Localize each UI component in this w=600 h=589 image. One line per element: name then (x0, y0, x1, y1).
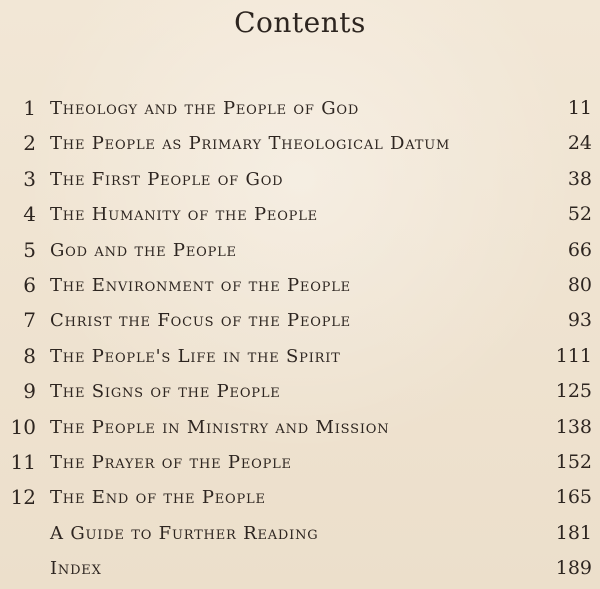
entry-page-number: 38 (567, 167, 592, 190)
entry-title: The First People of God (50, 168, 284, 190)
entry-number: 5 (23, 237, 36, 262)
entry-number: 7 (23, 308, 36, 333)
entry-title: The Prayer of the People (50, 451, 292, 473)
entry-number: 10 (10, 414, 36, 439)
entry-page-number: 93 (567, 309, 592, 332)
entry-number: 11 (10, 449, 36, 474)
entry-title: The People in Ministry and Mission (50, 416, 390, 438)
toc-entry (0, 516, 600, 551)
entry-title: Theology and the People of God (50, 98, 360, 119)
entry-page-number: 11 (567, 97, 592, 119)
contents-list (0, 91, 600, 586)
entry-title: The People's Life in the Spirit (50, 345, 341, 367)
toc-entry (0, 303, 600, 338)
entry-page-number: 125 (555, 380, 592, 403)
toc-entry (0, 374, 600, 409)
entry-number: 3 (23, 166, 36, 191)
toc-entry (0, 162, 600, 197)
entry-number: 4 (23, 202, 36, 227)
entry-title: A Guide to Further Reading (50, 522, 319, 544)
entry-page-number: 52 (567, 203, 592, 226)
entry-number: 2 (23, 131, 36, 156)
entry-number: 12 (10, 485, 36, 510)
entry-title: The Signs of the People (50, 381, 281, 403)
toc-entry (0, 339, 600, 374)
entry-title: Index (50, 558, 102, 580)
entry-title: Christ the Focus of the People (50, 310, 351, 332)
entry-title: The People as Primary Theological Datum (50, 133, 451, 155)
toc-entry (0, 91, 600, 126)
toc-entry (0, 268, 600, 303)
entry-page-number: 66 (567, 238, 592, 261)
toc-entry (0, 410, 600, 445)
toc-entry (0, 126, 600, 161)
entry-title: The End of the People (50, 487, 266, 509)
entry-page-number: 152 (555, 450, 592, 473)
entry-title: God and the People (50, 239, 237, 261)
toc-entry (0, 197, 600, 232)
entry-number: 9 (23, 379, 36, 404)
entry-title: The Environment of the People (50, 274, 351, 296)
entry-number: 6 (23, 272, 36, 297)
entry-title: The Humanity of the People (50, 204, 318, 226)
page-title: Contents (234, 6, 366, 39)
toc-entry (0, 233, 600, 268)
entry-page-number: 138 (555, 415, 592, 438)
entry-number: 8 (23, 343, 36, 368)
entry-page-number: 181 (555, 521, 592, 544)
entry-page-number: 111 (555, 344, 592, 367)
entry-page-number: 165 (555, 486, 592, 509)
entry-page-number: 24 (567, 132, 592, 155)
entry-page-number: 189 (555, 557, 592, 580)
toc-entry (0, 551, 600, 586)
entry-page-number: 80 (567, 273, 592, 296)
toc-entry (0, 480, 600, 515)
entry-number: 1 (23, 96, 36, 120)
toc-entry (0, 445, 600, 480)
